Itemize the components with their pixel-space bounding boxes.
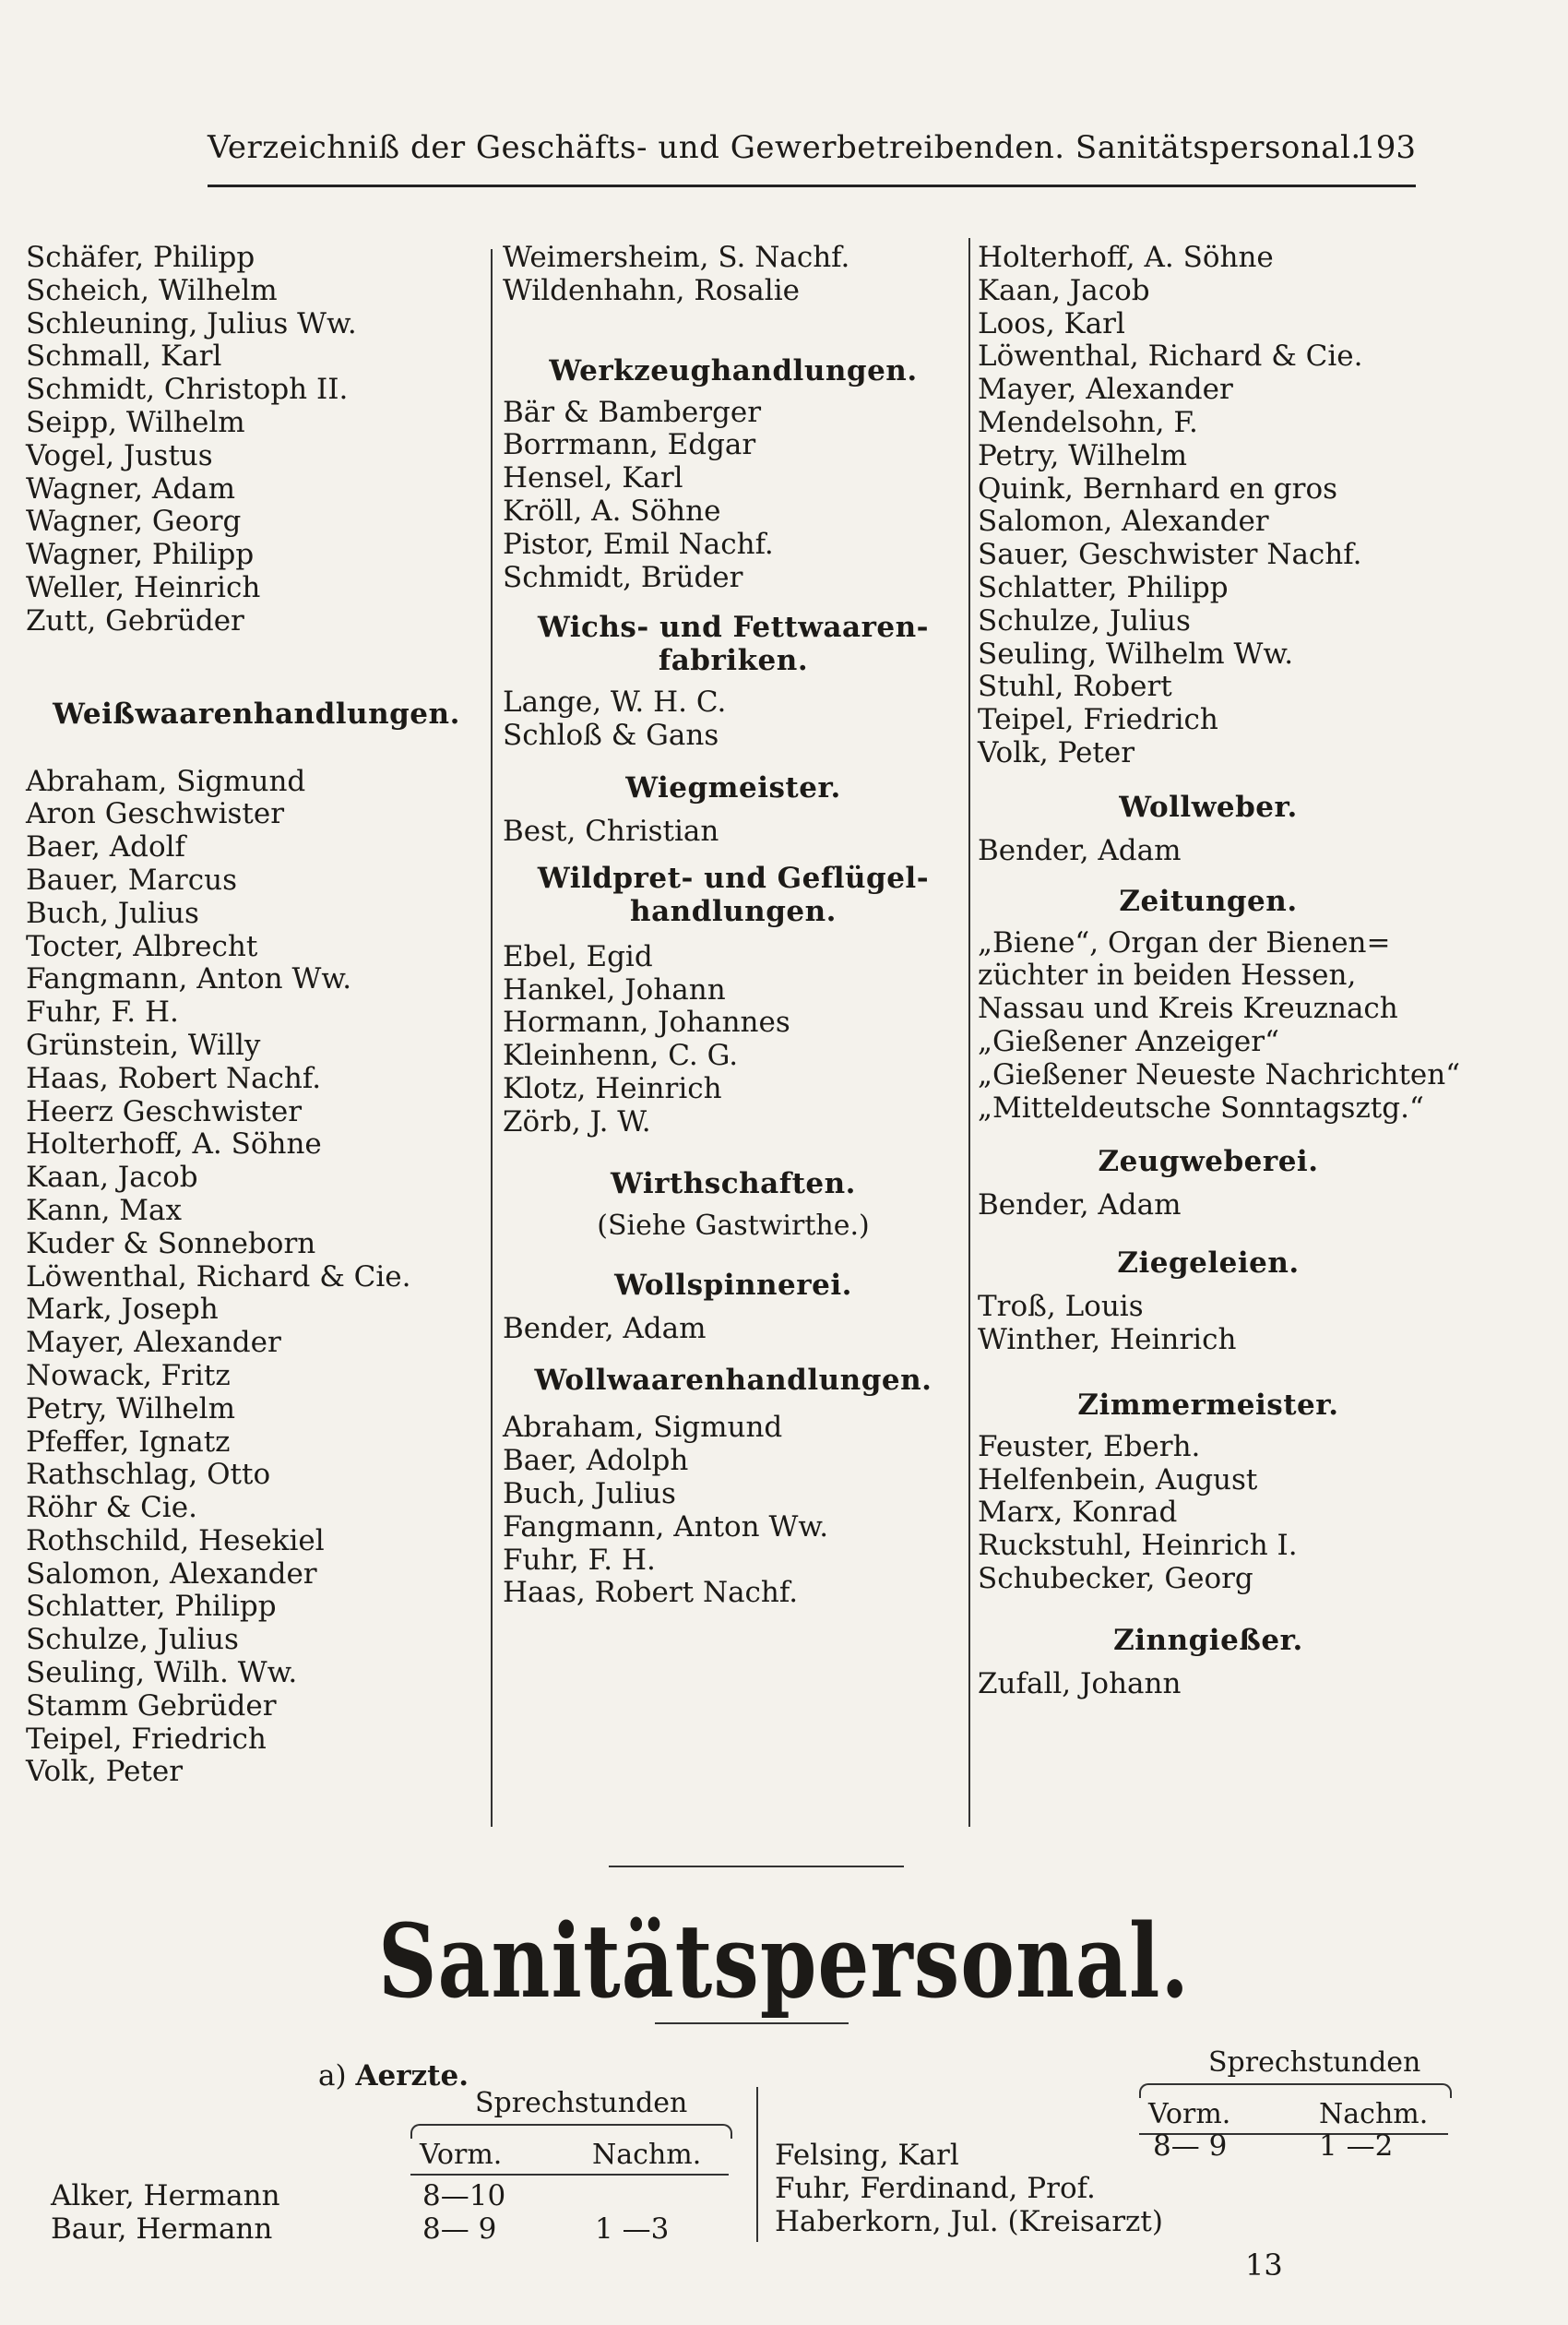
list-item: Sauer, Geschwister Nachf. bbox=[978, 538, 1362, 572]
section-heading-werkzeug: Werkzeughandlungen. bbox=[549, 353, 918, 388]
list-item: „Gießener Neueste Nachrichten“ bbox=[978, 1057, 1461, 1091]
sprechstunden-brace-right bbox=[1139, 2083, 1452, 2098]
section-heading-wichs-1: Wichs- und Fettwaaren- bbox=[537, 611, 930, 645]
list-item: Helfenbein, August bbox=[978, 1462, 1258, 1496]
list-item: Löwenthal, Richard & Cie. bbox=[978, 340, 1363, 374]
list-item: Bender, Adam bbox=[978, 1188, 1182, 1222]
zinngiesser-list bbox=[978, 1668, 1439, 1701]
sprechstunden-label-left: Sprechstunden bbox=[475, 2087, 688, 2119]
doctor-name: Haberkorn, Jul. (Kreisarzt) bbox=[775, 2205, 1163, 2238]
doctor-vorm: 8— 9 bbox=[422, 2212, 497, 2246]
section-heading-wildpret-2: handlungen. bbox=[630, 894, 837, 928]
list-item: Stuhl, Robert bbox=[978, 670, 1172, 704]
list-item: Holterhoff, A. Söhne bbox=[26, 1127, 322, 1162]
list-item: Bauer, Marcus bbox=[26, 863, 237, 897]
list-item: Rathschlag, Otto bbox=[26, 1458, 271, 1492]
doctor-name: Felsing, Karl bbox=[775, 2139, 959, 2172]
list-item: Weimersheim, S. Nachf. bbox=[503, 241, 850, 274]
section-heading-wollweber: Wollweber. bbox=[1119, 790, 1298, 824]
list-item: Klotz, Heinrich bbox=[503, 1071, 722, 1105]
list-item: Schmidt, Christoph II. bbox=[26, 373, 349, 407]
column-3-top-list bbox=[978, 242, 1439, 770]
list-item: Schloß & Gans bbox=[503, 719, 719, 753]
list-item: Wagner, Philipp bbox=[26, 538, 255, 572]
section-separator bbox=[609, 1866, 904, 1867]
wildpret-list bbox=[503, 941, 964, 1139]
list-item: Winther, Heinrich bbox=[978, 1322, 1237, 1356]
list-item: Salomon, Alexander bbox=[978, 505, 1269, 539]
list-item: Hormann, Johannes bbox=[503, 1006, 790, 1040]
column-2 bbox=[503, 242, 964, 1610]
column-2-top-list bbox=[503, 242, 964, 308]
list-item: Mark, Joseph bbox=[26, 1293, 219, 1327]
list-item: Röhr & Cie. bbox=[26, 1491, 197, 1525]
list-item: „Biene“, Organ der Bienen= bbox=[978, 925, 1391, 960]
header-rule-left bbox=[410, 2174, 729, 2176]
list-item: Wagner, Adam bbox=[26, 471, 236, 506]
column-1-top-list bbox=[26, 242, 487, 638]
column-divider-1 bbox=[491, 249, 493, 1827]
list-item: Pistor, Emil Nachf. bbox=[503, 527, 774, 561]
list-item: Teipel, Friedrich bbox=[978, 703, 1218, 737]
nachm-label-left: Nachm. bbox=[592, 2139, 702, 2171]
list-item: Teipel, Friedrich bbox=[26, 1722, 267, 1756]
list-item: Best, Christian bbox=[503, 814, 719, 848]
section-heading-wirthschaften: Wirthschaften. bbox=[611, 1166, 856, 1200]
list-item: Salomon, Alexander bbox=[26, 1556, 317, 1591]
doctor-name: Baur, Hermann bbox=[51, 2212, 273, 2246]
list-item: Kleinhenn, C. G. bbox=[503, 1039, 739, 1073]
list-item: Seipp, Wilhelm bbox=[26, 405, 245, 439]
list-item: Schmidt, Brüder bbox=[503, 560, 743, 594]
list-item: Kaan, Jacob bbox=[26, 1161, 198, 1195]
list-item: Borrmann, Edgar bbox=[503, 428, 756, 462]
list-item: Kröll, A. Söhne bbox=[503, 494, 721, 528]
section-heading-zinngiesser: Zinngießer. bbox=[1113, 1623, 1303, 1657]
list-item: Marx, Konrad bbox=[978, 1496, 1178, 1530]
list-item: Mayer, Alexander bbox=[978, 373, 1233, 407]
list-item: „Gießener Anzeiger“ bbox=[978, 1024, 1279, 1058]
list-item: Holterhoff, A. Söhne bbox=[978, 241, 1274, 274]
list-item: Hankel, Johann bbox=[503, 972, 726, 1007]
list-item: Heerz Geschwister bbox=[26, 1094, 303, 1128]
section-heading-zimmermeister: Zimmermeister. bbox=[1077, 1388, 1339, 1422]
wollspinnerei-list bbox=[503, 1313, 964, 1346]
list-item: Kuder & Sonneborn bbox=[26, 1226, 316, 1260]
list-item: Scheich, Wilhelm bbox=[26, 273, 278, 307]
section-heading-wichs-2: fabriken. bbox=[658, 644, 809, 678]
list-item: Feuster, Eberh. bbox=[978, 1429, 1201, 1463]
section-heading-zeitungen: Zeitungen. bbox=[1119, 884, 1298, 918]
sprechstunden-brace-left bbox=[410, 2124, 732, 2139]
list-item: Hensel, Karl bbox=[503, 461, 683, 495]
wirthschaften-note: (Siehe Gastwirthe.) bbox=[597, 1209, 870, 1242]
column-divider-2 bbox=[968, 238, 970, 1827]
list-item: Ebel, Egid bbox=[503, 939, 653, 973]
list-item: Zutt, Gebrüder bbox=[26, 603, 244, 638]
list-item: Bär & Bamberger bbox=[503, 395, 762, 429]
list-item: Schulze, Julius bbox=[978, 603, 1191, 638]
list-item: Wagner, Georg bbox=[26, 505, 242, 539]
list-item: Abraham, Sigmund bbox=[26, 764, 306, 798]
list-item: Schäfer, Philipp bbox=[26, 241, 255, 274]
list-item: Weller, Heinrich bbox=[26, 570, 261, 604]
list-item: Fuhr, F. H. bbox=[26, 996, 179, 1030]
section-heading-wollspinnerei: Wollspinnerei. bbox=[614, 1268, 852, 1302]
doctor-nachm: 1 —2 bbox=[1319, 2129, 1394, 2163]
doctor-vorm: 8— 9 bbox=[1153, 2129, 1228, 2163]
section-heading-wildpret-1: Wildpret- und Geflügel- bbox=[537, 861, 930, 895]
page-number: 193 bbox=[1356, 129, 1416, 166]
doctor-nachm: 1 —3 bbox=[595, 2212, 670, 2246]
list-item: Kaan, Jacob bbox=[978, 273, 1150, 307]
list-item: Löwenthal, Richard & Cie. bbox=[26, 1259, 411, 1294]
column-3 bbox=[978, 241, 1461, 1701]
sprechstunden-label-right: Sprechstunden bbox=[1208, 2046, 1421, 2079]
signature-number: 13 bbox=[1245, 2248, 1283, 2283]
list-item: Schlatter, Philipp bbox=[978, 570, 1229, 604]
list-item: Zörb, J. W. bbox=[503, 1104, 651, 1139]
wiegmeister-list bbox=[503, 816, 964, 849]
list-item: züchter in beiden Hessen, bbox=[978, 959, 1357, 993]
list-item: Troß, Louis bbox=[978, 1290, 1144, 1324]
list-item: Schmall, Karl bbox=[26, 340, 222, 374]
list-item: Ruckstuhl, Heinrich I. bbox=[978, 1529, 1298, 1563]
bottom-column-divider bbox=[756, 2087, 758, 2242]
list-item: Quink, Bernhard en gros bbox=[978, 471, 1338, 506]
section-heading-wollwaaren: Wollwaarenhandlungen. bbox=[534, 1364, 932, 1398]
zeugweberei-list bbox=[978, 1189, 1439, 1222]
list-item: Schleuning, Julius Ww. bbox=[26, 306, 357, 340]
list-item: Volk, Peter bbox=[978, 735, 1135, 769]
list-item: Haas, Robert Nachf. bbox=[503, 1576, 799, 1610]
list-item: Buch, Julius bbox=[26, 896, 199, 930]
list-item: Seuling, Wilh. Ww. bbox=[26, 1656, 298, 1690]
page-header bbox=[208, 129, 1416, 175]
list-item: Aron Geschwister bbox=[26, 797, 285, 831]
list-item: Rothschild, Hesekiel bbox=[26, 1523, 325, 1557]
doctor-name: Alker, Hermann bbox=[51, 2179, 280, 2212]
wollwaaren-list bbox=[503, 1412, 964, 1610]
list-item: Tocter, Albrecht bbox=[26, 929, 258, 963]
column-1-list bbox=[26, 766, 487, 1790]
title-underline bbox=[655, 2022, 849, 2024]
list-item: Bender, Adam bbox=[503, 1311, 707, 1345]
list-item: Zufall, Johann bbox=[978, 1666, 1182, 1700]
column-1 bbox=[26, 242, 487, 1789]
section-heading-zeugweberei: Zeugweberei. bbox=[1098, 1145, 1319, 1179]
list-item: Loos, Karl bbox=[978, 306, 1125, 340]
list-item: Bender, Adam bbox=[978, 833, 1182, 867]
list-item: Abraham, Sigmund bbox=[503, 1411, 783, 1445]
wichs-list bbox=[503, 686, 964, 753]
subsection-label bbox=[318, 2059, 469, 2092]
subsection-name: Aerzte. bbox=[355, 2059, 469, 2092]
list-item: Fangmann, Anton Ww. bbox=[503, 1509, 829, 1544]
zeitungen-list bbox=[978, 925, 1461, 1126]
list-item: Fangmann, Anton Ww. bbox=[26, 962, 352, 996]
list-item: Schulze, Julius bbox=[26, 1623, 239, 1657]
list-item: Seuling, Wilhelm Ww. bbox=[978, 637, 1294, 671]
vorm-label-right: Vorm. bbox=[1148, 2098, 1231, 2130]
list-item: Mayer, Alexander bbox=[26, 1326, 281, 1360]
list-item: Lange, W. H. C. bbox=[503, 686, 727, 720]
subsection-prefix: a) bbox=[318, 2059, 347, 2092]
section-heading-weisswaaren: Weißwaarenhandlungen. bbox=[53, 697, 460, 731]
list-item: Volk, Peter bbox=[26, 1755, 184, 1789]
list-item: Kann, Max bbox=[26, 1193, 182, 1227]
vorm-label-left: Vorm. bbox=[420, 2139, 503, 2171]
section-heading-ziegeleien: Ziegeleien. bbox=[1117, 1246, 1300, 1281]
header-rule bbox=[208, 185, 1416, 187]
section-title: Sanitätspersonal. bbox=[377, 1901, 1191, 2021]
wollweber-list bbox=[978, 835, 1439, 868]
list-item: Stamm Gebrüder bbox=[26, 1688, 277, 1723]
list-item: Nowack, Fritz bbox=[26, 1358, 231, 1392]
list-item: Vogel, Justus bbox=[26, 438, 213, 472]
zimmermeister-list bbox=[978, 1431, 1439, 1596]
list-item: Wildenhahn, Rosalie bbox=[503, 273, 800, 307]
running-title: Verzeichniß der Geschäfts- und Gewerbetreibenden. Sanitätspersonal. bbox=[208, 129, 1361, 166]
doctor-name: Fuhr, Ferdinand, Prof. bbox=[775, 2172, 1096, 2205]
list-item: Schubecker, Georg bbox=[978, 1561, 1253, 1595]
list-item: Petry, Wilhelm bbox=[26, 1391, 235, 1425]
nachm-label-right: Nachm. bbox=[1319, 2098, 1429, 2130]
list-item: Mendelsohn, F. bbox=[978, 405, 1198, 439]
list-item: Haas, Robert Nachf. bbox=[26, 1061, 322, 1095]
doctor-vorm: 8—10 bbox=[422, 2179, 506, 2212]
list-item: Baer, Adolph bbox=[503, 1444, 689, 1478]
list-item: Pfeffer, Ignatz bbox=[26, 1425, 231, 1459]
list-item: Fuhr, F. H. bbox=[503, 1543, 656, 1577]
list-item: Baer, Adolf bbox=[26, 830, 186, 864]
list-item: Schlatter, Philipp bbox=[26, 1590, 277, 1624]
section-heading-wiegmeister: Wiegmeister. bbox=[625, 770, 841, 805]
list-item: Buch, Julius bbox=[503, 1476, 676, 1510]
list-item: Petry, Wilhelm bbox=[978, 438, 1187, 472]
list-item: Nassau und Kreis Kreuznach bbox=[978, 992, 1398, 1026]
werkzeug-list bbox=[503, 397, 964, 595]
ziegeleien-list bbox=[978, 1291, 1439, 1357]
list-item: „Mitteldeutsche Sonntagsztg.“ bbox=[978, 1091, 1424, 1125]
list-item: Grünstein, Willy bbox=[26, 1028, 261, 1062]
